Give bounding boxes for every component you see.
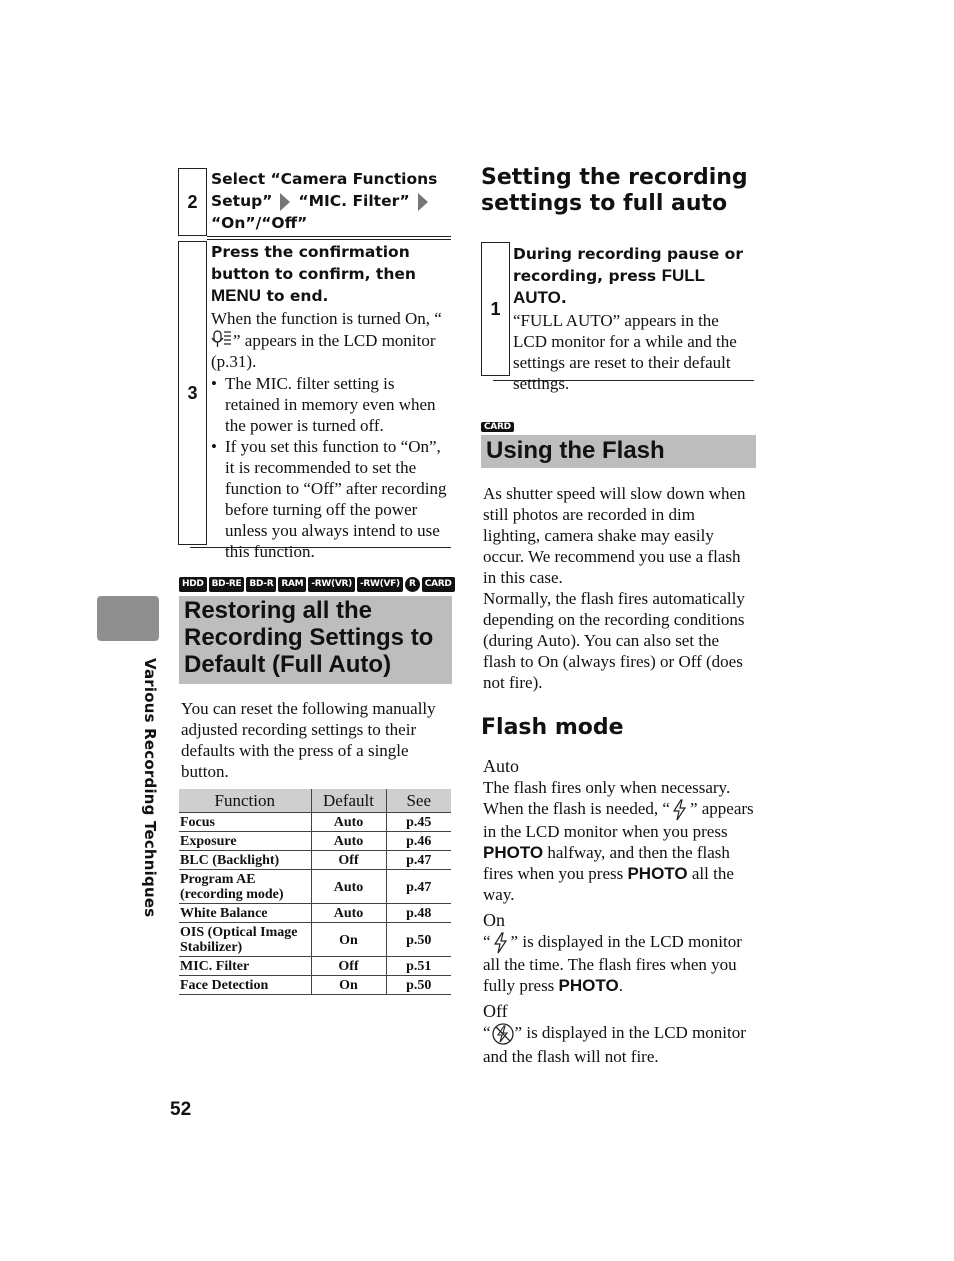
step-3-text-b: ” appears in the LCD monitor (p.31). xyxy=(211,331,436,371)
mode-auto-b: ” appears in the LCD monitor when you press xyxy=(483,799,754,842)
mode-auto-c: halfway, and then the flash fires when you press xyxy=(483,843,730,884)
step-2-number: 2 xyxy=(178,168,207,236)
photo-key: PHOTO xyxy=(558,976,619,996)
step-2-instruction xyxy=(211,168,451,234)
arrow-right-icon xyxy=(418,193,428,211)
header-function: Function xyxy=(179,789,311,813)
cell-function: OIS (Optical Image Stabilizer) xyxy=(179,923,311,957)
flash-section-title: Using the Flash xyxy=(486,437,665,464)
step-3-instruction xyxy=(211,241,451,307)
table-row xyxy=(179,904,451,923)
step-2-line-1: Select “Camera Functions xyxy=(211,170,438,188)
step-3-text-a: When the function is turned On, “ xyxy=(211,309,442,328)
step-3-bullet-1: • The MIC. filter setting is retained in memory even when the power is turned off. xyxy=(211,373,451,436)
step-3-bold-b: to end. xyxy=(261,287,329,305)
badge-r: R xyxy=(405,577,420,592)
full-auto-description: “FULL AUTO” appears in the LCD monitor for a while and the settings are reset to their default settings. xyxy=(513,311,737,393)
cell-default: Auto xyxy=(311,870,386,904)
function-table-wrap xyxy=(179,789,451,995)
badge-bd-re: BD-RE xyxy=(209,577,245,592)
mode-on-b: ” is displayed in the LCD monitor all the time. The flash fires when you fully press xyxy=(483,932,742,996)
cell-see: p.45 xyxy=(386,813,451,832)
cell-default: Off xyxy=(311,851,386,870)
mode-off-label: Off xyxy=(483,1001,508,1022)
badge-rw-vf: -RW(VF) xyxy=(357,577,403,592)
badge-rw-vr: -RW(VR) xyxy=(308,577,355,592)
header-see: See xyxy=(386,789,451,813)
table-row xyxy=(179,870,451,904)
step-2-setup: Setup” xyxy=(211,192,273,210)
mode-auto-label: Auto xyxy=(483,756,519,776)
cell-default: Off xyxy=(311,957,386,976)
flash-mode-title: Flash mode xyxy=(481,715,624,740)
table-row xyxy=(179,957,451,976)
mode-on-label: On xyxy=(483,910,505,931)
cell-see: p.48 xyxy=(386,904,451,923)
step-2-line-2 xyxy=(211,190,451,212)
table-row xyxy=(179,851,451,870)
full-auto-bold-b: . xyxy=(560,289,567,307)
flash-auto-icon xyxy=(670,799,690,821)
photo-key: PHOTO xyxy=(627,864,688,884)
full-auto-title: Setting the recording settings to full auto xyxy=(481,165,748,216)
flash-intro-p1: As shutter speed will slow down when still photos are recorded in dim lighting, camera shake may easily occur. We recommend you use a flash in this case. xyxy=(483,484,746,587)
cell-function: Focus xyxy=(179,813,311,832)
step-3-bullet-2: • If you set this function to “On”, it is recommended to set the function to “Off” after recording before turning off the power unless you always intend to use this function. xyxy=(211,436,451,562)
cell-default: On xyxy=(311,923,386,957)
table-row xyxy=(179,976,451,995)
step-2-mic-filter: “MIC. Filter” xyxy=(298,192,410,210)
flash-modes xyxy=(483,755,755,1067)
cell-default: On xyxy=(311,976,386,995)
table-row xyxy=(179,832,451,851)
step-3-number: 3 xyxy=(178,241,207,545)
full-auto-instruction xyxy=(513,243,755,309)
function-table xyxy=(179,789,451,995)
table-row xyxy=(179,813,451,832)
mode-on-c: . xyxy=(618,976,623,996)
mode-on-desc xyxy=(483,931,755,996)
flash-intro-p2: Normally, the flash fires automatically depending on the recording conditions (during Auto). You can also set the flash to On (always fires) or Off (does not fire). xyxy=(483,589,745,692)
chapter-side-label: Various Recording Techniques xyxy=(141,658,159,918)
restore-section-title: Restoring all the Recording Settings to Default (Full Auto) xyxy=(184,597,434,678)
mode-on-a: “ xyxy=(483,932,491,952)
step-3-rule-top xyxy=(207,239,451,240)
cell-default: Auto xyxy=(311,813,386,832)
media-badges xyxy=(179,577,455,592)
cell-function: Face Detection xyxy=(179,976,311,995)
photo-key: PHOTO xyxy=(483,843,544,863)
cell-see: p.50 xyxy=(386,976,451,995)
step-3-bold-a: Press the confirmation button to confirm, then xyxy=(211,243,416,283)
mode-auto-d: all the way. xyxy=(483,864,734,905)
mode-auto-desc xyxy=(483,777,755,905)
cell-default: Auto xyxy=(311,832,386,851)
mode-off-a: “ xyxy=(483,1023,491,1043)
flash-off-icon xyxy=(491,1022,515,1046)
step-3-description xyxy=(211,308,451,372)
cell-function: Program AE (recording mode) xyxy=(179,870,311,904)
flash-intro xyxy=(483,483,755,693)
mode-off-b: ” is displayed in the LCD monitor and the flash will not fire. xyxy=(483,1023,746,1067)
step-3-content xyxy=(211,241,451,562)
cell-function: BLC (Backlight) xyxy=(179,851,311,870)
chapter-side-tab xyxy=(97,596,159,641)
cell-see: p.46 xyxy=(386,832,451,851)
header-default: Default xyxy=(311,789,386,813)
cell-function: White Balance xyxy=(179,904,311,923)
badge-hdd: HDD xyxy=(179,577,207,592)
flash-media-badge xyxy=(481,416,514,435)
step-2-line-3: “On”/“Off” xyxy=(211,214,308,232)
restore-intro: You can reset the following manually adjusted recording settings to their defaults with the press of a single button. xyxy=(181,699,436,781)
page-number: 52 xyxy=(170,1099,192,1120)
cell-function: MIC. Filter xyxy=(179,957,311,976)
cell-default: Auto xyxy=(311,904,386,923)
mode-auto-a: The flash fires only when necessary. When the flash is needed, “ xyxy=(483,778,731,818)
arrow-right-icon xyxy=(280,193,290,211)
full-auto-step-number: 1 xyxy=(481,242,510,376)
flash-on-icon xyxy=(491,932,511,954)
mic-filter-icon xyxy=(211,329,233,349)
table-header-row xyxy=(179,789,451,813)
full-auto-content xyxy=(513,243,755,394)
cell-see: p.50 xyxy=(386,923,451,957)
cell-see: p.51 xyxy=(386,957,451,976)
badge-card: CARD xyxy=(481,422,514,432)
cell-see: p.47 xyxy=(386,851,451,870)
menu-key: MENU xyxy=(211,286,262,305)
badge-card: CARD xyxy=(422,577,455,592)
table-row xyxy=(179,923,451,957)
full-auto-key: FULL AUTO xyxy=(513,266,705,307)
mode-off-desc xyxy=(483,1022,755,1067)
cell-function: Exposure xyxy=(179,832,311,851)
badge-bd-r: BD-R xyxy=(246,577,276,592)
step-2-rule xyxy=(207,236,451,237)
badge-ram: RAM xyxy=(278,577,306,592)
cell-see: p.47 xyxy=(386,870,451,904)
full-auto-bold-a: During recording pause or recording, press xyxy=(513,245,743,285)
